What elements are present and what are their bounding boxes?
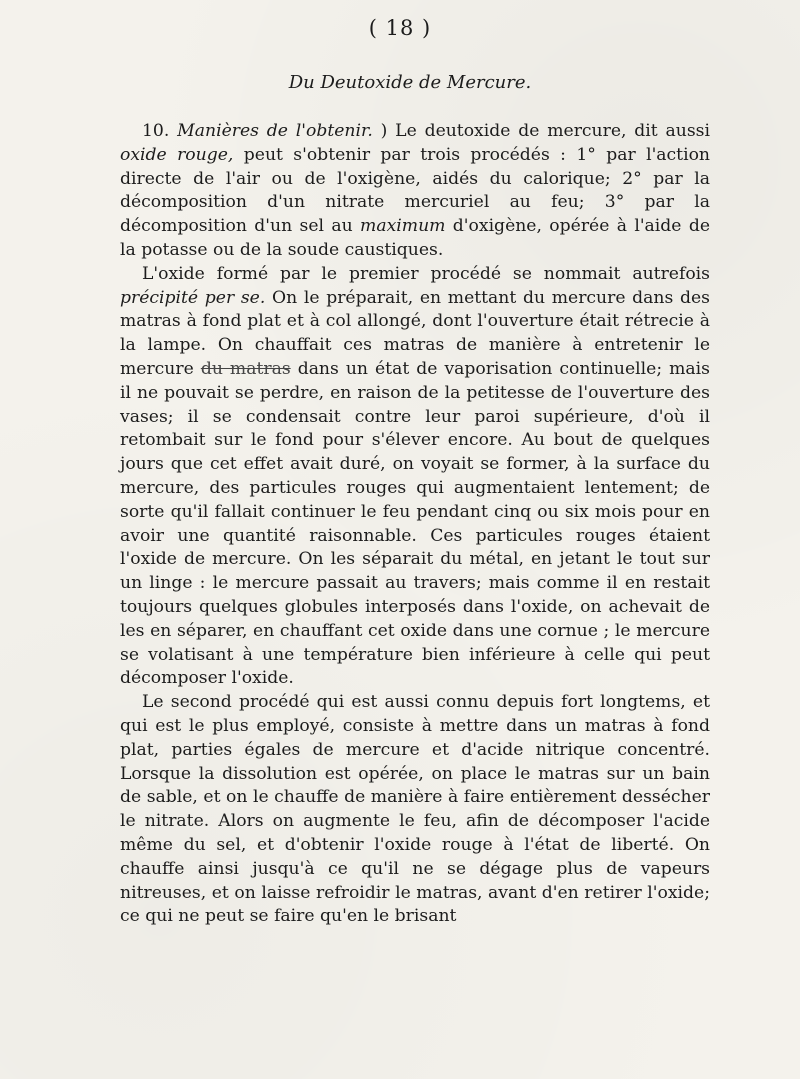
paragraph-3 <box>120 691 710 929</box>
paragraph-2 <box>120 263 710 691</box>
paragraph-text: peut s'obtenir par trois procédés : 1° par l'action directe de l'air ou de l'oxigène, aidés du calorique; 2° par la décomposition d'un nitrate mercuriel au feu; 3° par la décomposition d'un sel au <box>120 144 711 237</box>
italic-term: oxide rouge, <box>120 144 234 165</box>
page-number: ( 18 ) <box>368 16 432 40</box>
paragraph-text: Le second procédé qui est aussi connu depuis fort longtems, et qui est le plus employé, consiste à mettre dans un matras à fond plat, parties égales de mercure et d'acide nitrique concentré. Lorsque la dissolution est opérée, on place le matras sur un bain de sable, et on le chauffe de manière à faire entièrement dessécher le nitrate. Alors on augmente le feu, afin de décomposer l'acide même du sel, et d'obtenir l'oxide rouge à l'état de liberté. On chauffe ainsi jusqu'à ce qu'il ne se dégage plus de vapeurs nitreuses, et on laisse refroidir le matras, avant d'en retirer l'oxide; ce qui ne peut se faire qu'en le brisant <box>120 692 710 927</box>
paragraph-text: d'oxigène, opérée à l'aide de la potasse ou de la soude caustiques. <box>120 216 710 260</box>
paragraph-text: On le préparait, en mettant du mercure dans des matras à fond plat et à col allongé, dont l'ouverture était rétrecie à la lampe. On chauffait ces matras de manière à entretenir le mercure <box>120 287 710 379</box>
section-heading: Du Deutoxide de Mercure. <box>288 72 532 93</box>
paragraph-text: dans un état de vaporisation continuelle; mais il ne pouvait se perdre, en raison de la petitesse de l'ouverture des vases; il se condensait contre leur paroi supérieure, d'où il retombait sur le fond pour s'élever encore. Au bout de quelques jours que cet effet avait duré, on voyait se former, à la surface du mercure, des particules rouges qui augmentaient lentement; de sorte qu'il fallait continuer le feu pendant cinq ou six mois pour en avoir une quantité raisonnable. Ces particules rouges étaient l'oxide de mercure. On les séparait du métal, en jetant le tout sur un linge : le mercure passait au travers; mais comme il en restait toujours quelques globules interposés dans l'oxide, on achevait de les en séparer, en chauffant cet oxide dans une cornue ; le mercure se volatisant à une température bien inférieure à celle qui peut décomposer l'oxide. <box>120 358 711 689</box>
paragraph-number: 10. <box>142 121 170 141</box>
body-text <box>120 120 710 929</box>
paragraph-title: Manières de l'obtenir. <box>177 121 373 141</box>
paragraph-1 <box>120 120 710 263</box>
italic-term: maximum <box>360 216 446 237</box>
struck-text: du matras <box>200 358 291 379</box>
paragraph-text: ) Le deutoxide de mercure, dit aussi <box>380 121 710 141</box>
italic-term: précipité per se. <box>120 287 266 308</box>
paragraph-text: L'oxide formé par le premier procédé se nommait autrefois <box>142 263 710 284</box>
